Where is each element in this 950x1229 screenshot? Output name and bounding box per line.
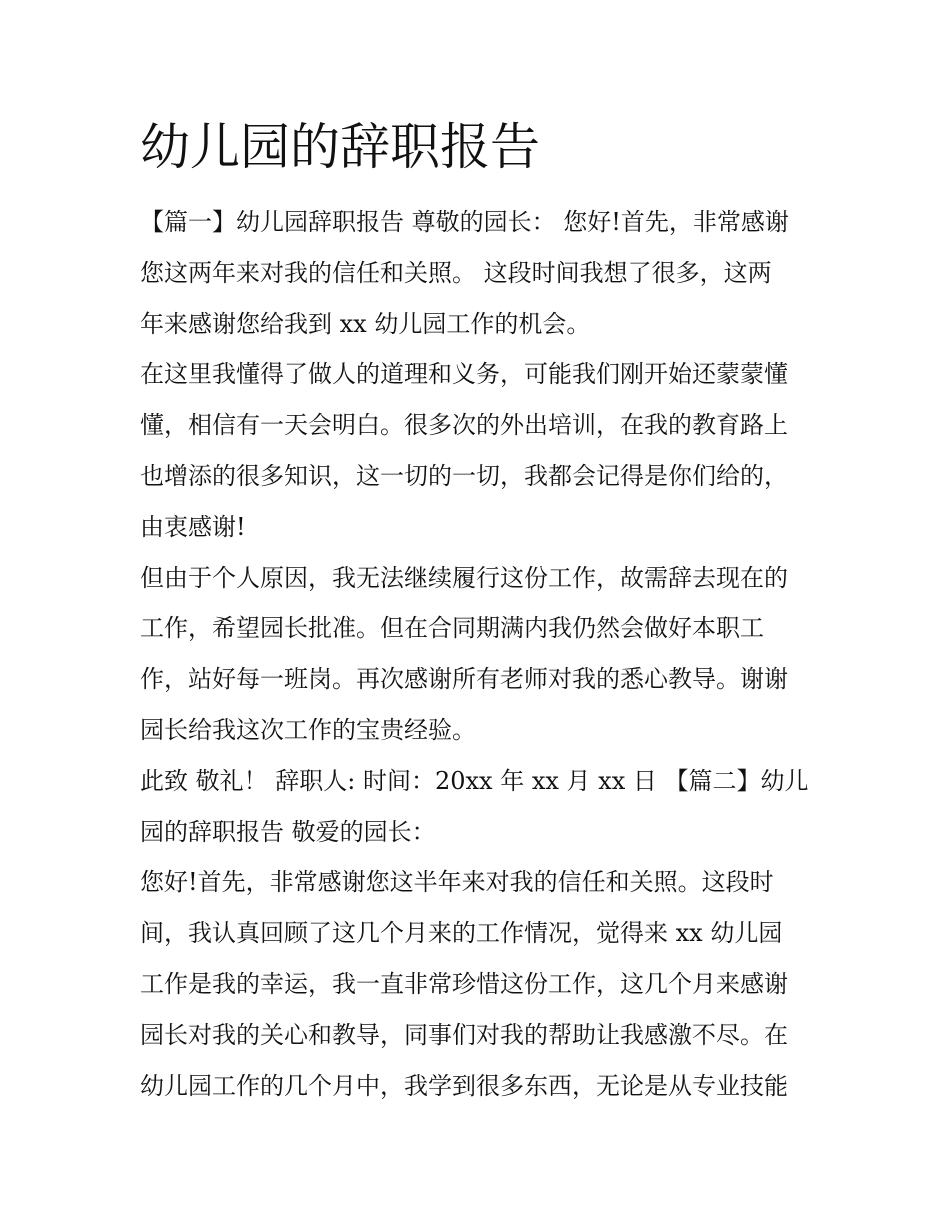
text-line: 您这两年来对我的信任和关照。 这段时间我想了很多，这两 <box>140 258 772 287</box>
text-line: 但由于个人原因，我无法继续履行这份工作，故需辞去现在的 <box>140 563 788 592</box>
text-line: 在这里我懂得了做人的道理和义务，可能我们刚开始还蒙蒙懂 <box>140 360 788 389</box>
document-title: 幼儿园的辞职报告 <box>140 118 540 176</box>
text-line: 【篇一】幼儿园辞职报告 尊敬的园长： 您好!首先，非常感谢 <box>140 208 789 236</box>
paragraph-4 <box>140 756 820 858</box>
document-body <box>140 197 820 1111</box>
text-line: 也增添的很多知识，这一切的一切，我都会记得是你们给的， <box>140 461 788 490</box>
paragraph-1 <box>140 197 820 349</box>
text-line: 园长给我这次工作的宝贵经验。 <box>140 715 476 744</box>
text-line: 间，我认真回顾了这几个月来的工作情况，觉得来 xx 幼儿园 <box>140 919 783 948</box>
paragraph-3 <box>140 553 820 756</box>
text-line: 作，站好每一班岗。再次感谢所有老师对我的悉心教导。谢谢 <box>140 665 788 694</box>
text-line: 由衷感谢! <box>140 512 246 541</box>
paragraph-5 <box>140 857 820 1111</box>
text-line: 工作，希望园长批准。但在合同期满内我仍然会做好本职工 <box>140 614 764 643</box>
text-line: 此致 敬礼！ 辞职人: 时间：20xx 年 xx 月 xx 日 【篇二】幼儿 <box>140 766 809 795</box>
paragraph-2 <box>140 349 820 552</box>
text-line: 您好!首先，非常感谢您这半年来对我的信任和关照。这段时 <box>140 868 774 897</box>
text-line: 工作是我的幸运，我一直非常珍惜这份工作，这几个月来感谢 <box>140 969 788 998</box>
text-line: 年来感谢您给我到 xx 幼儿园工作的机会。 <box>140 309 591 338</box>
text-line: 懂，相信有一天会明白。很多次的外出培训，在我的教育路上 <box>140 411 788 440</box>
text-line: 幼儿园工作的几个月中，我学到很多东西，无论是从专业技能 <box>140 1071 788 1100</box>
text-line: 园长对我的关心和教导，同事们对我的帮助让我感激不尽。在 <box>140 1020 788 1049</box>
text-line: 园的辞职报告 敬爱的园长： <box>140 817 436 846</box>
